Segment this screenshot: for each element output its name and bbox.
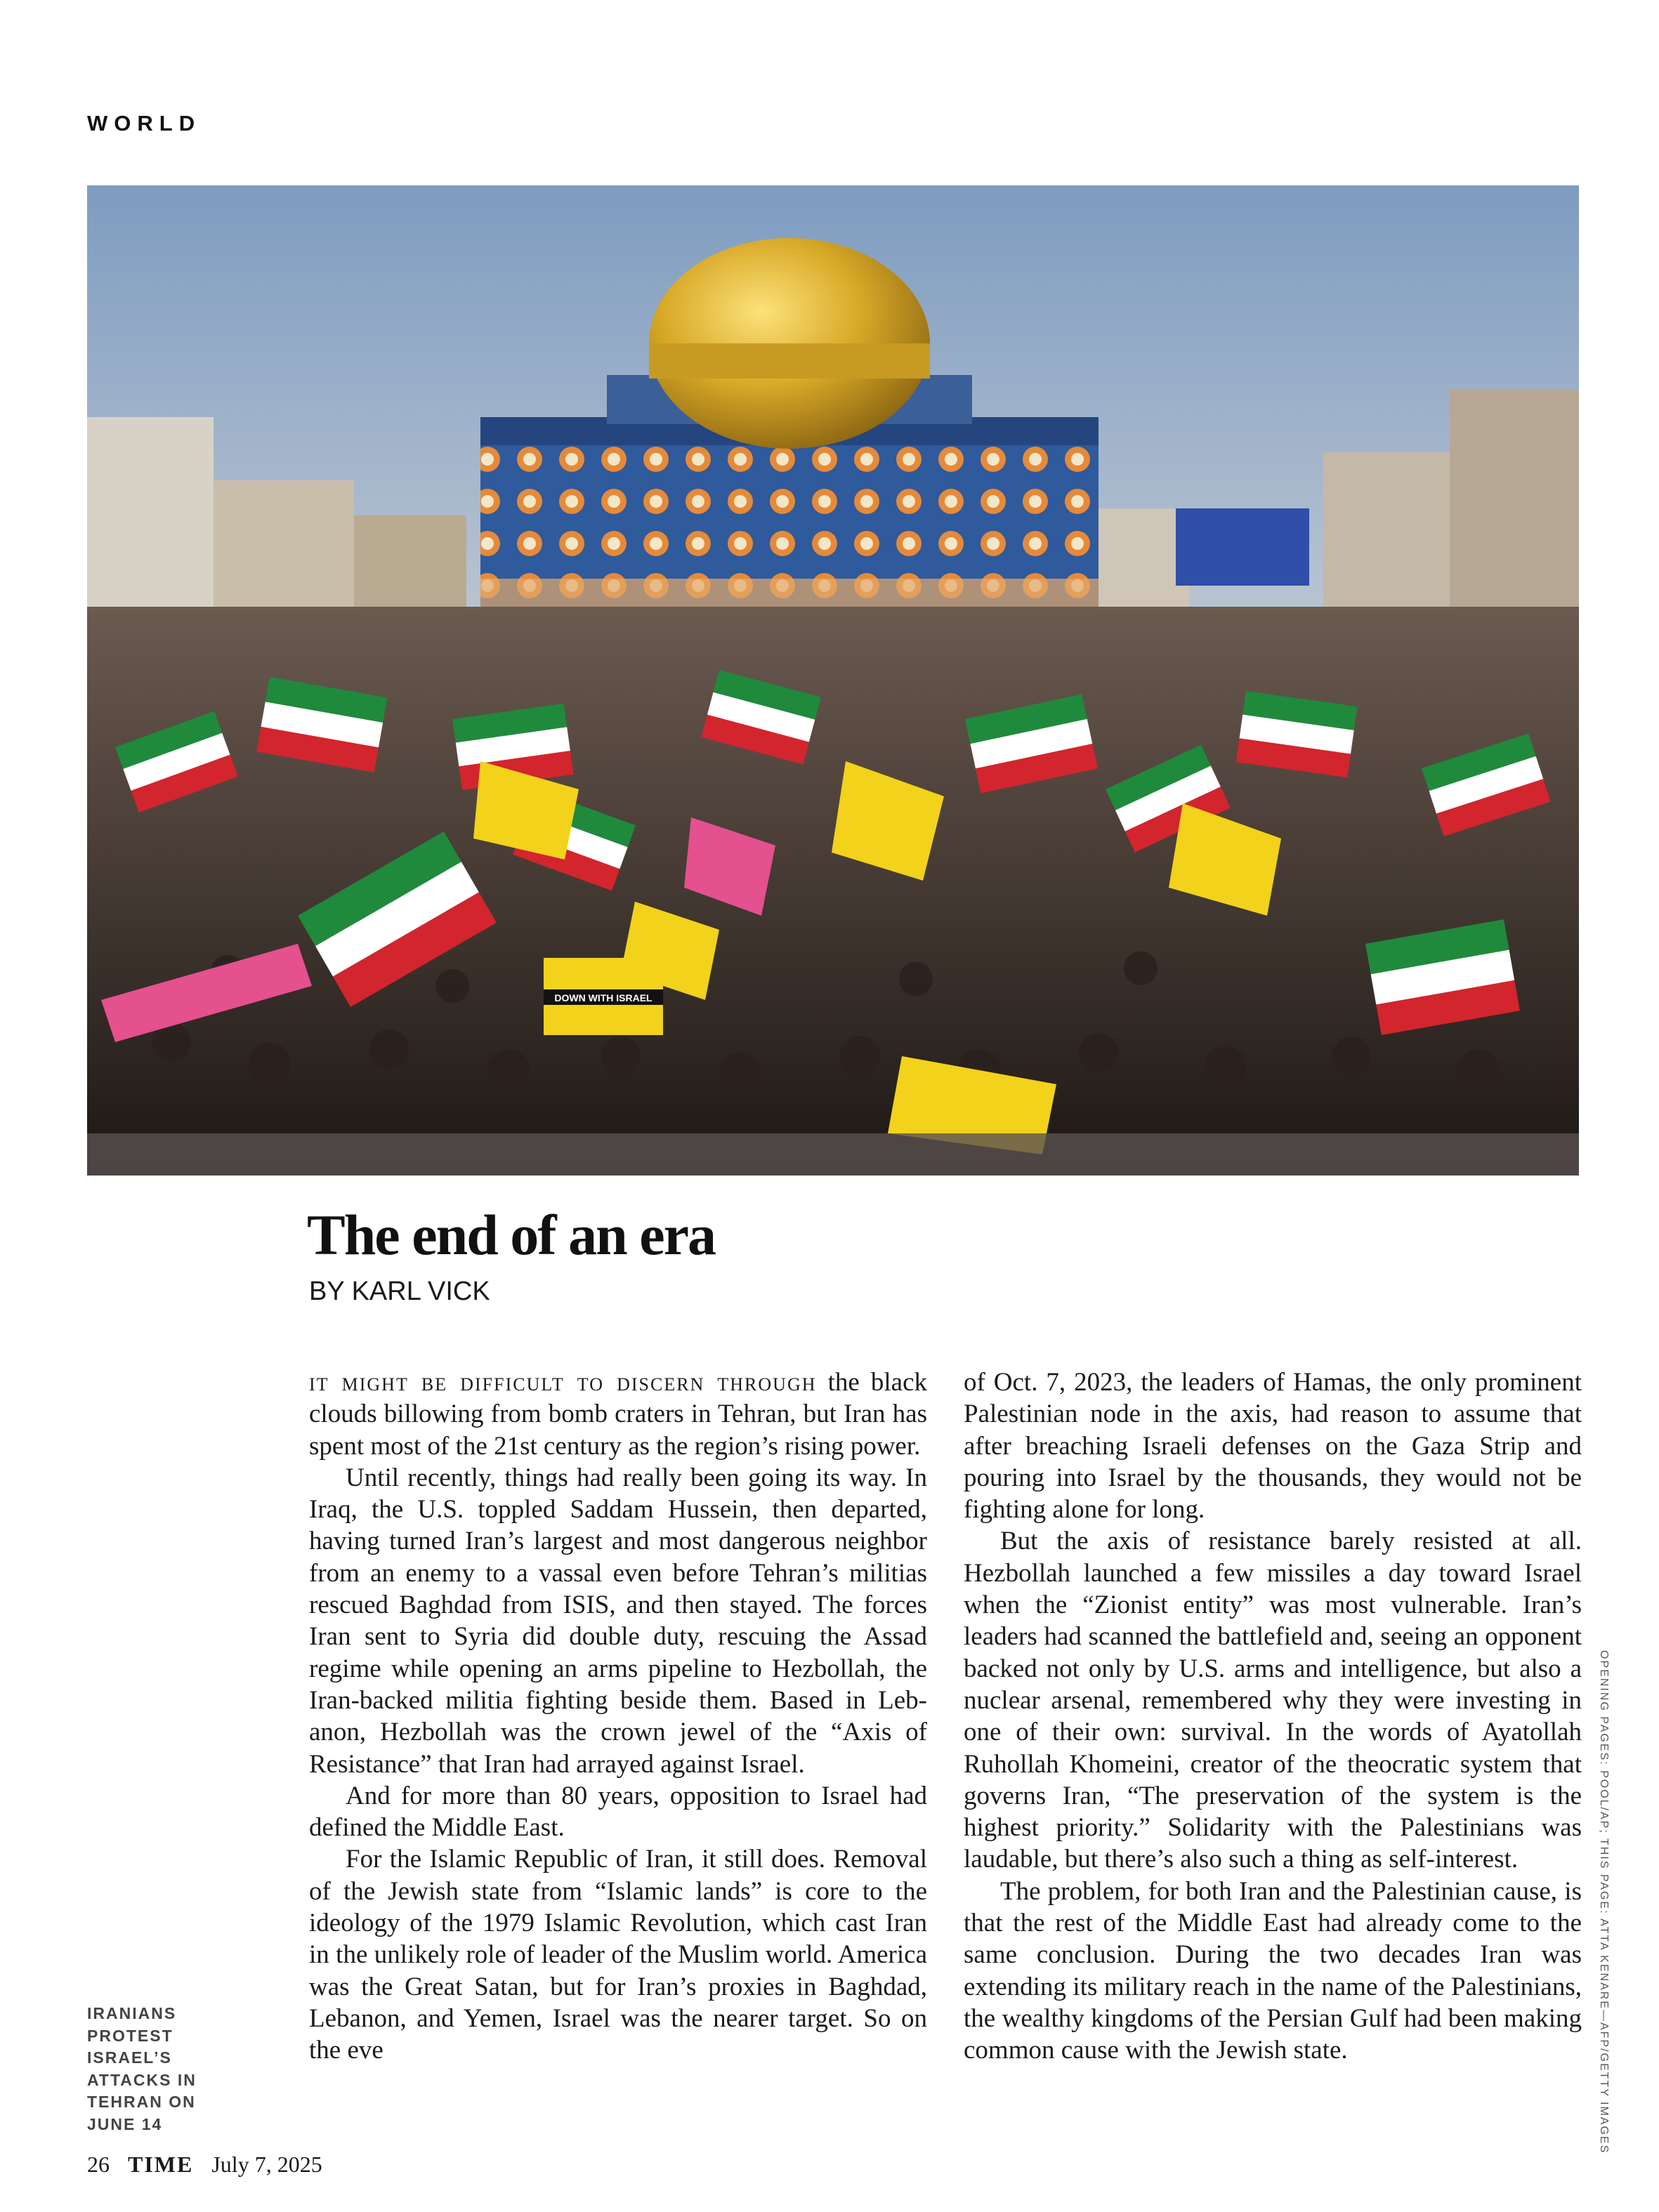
protest-sign-text: DOWN WITH ISRAEL [554, 992, 653, 1003]
protest-sign [544, 958, 663, 1035]
paragraph: of Oct. 7, 2023, the leaders of Hamas, the only prominent Palestinian node in the axis, had reason to assume that after breaching Israeli defenses on the Gaza Strip and pouring into Israel by the thousands, they would not be fighting alone for long. [964, 1368, 1582, 1525]
page-footer [87, 2152, 322, 2178]
issue-date: July 7, 2025 [211, 2152, 322, 2177]
lead-photo [87, 185, 1579, 1176]
headline: The end of an era [307, 1203, 715, 1267]
page-number: 26 [87, 2152, 110, 2177]
lead-in: it might be difficult to discern through [309, 1368, 817, 1397]
article-column-2 [964, 1367, 1582, 2067]
paragraph: For the Islamic Republic of Iran, it still does. Removal of the Jewish state from “Islamic lands” is core to the ideology of the 1979 Islamic Revolution, which cast Iran in the unlikely role of leader of the Muslim world. America was the Great Satan, but for Iran’s proxies in Baghdad, Lebanon, and Yemen, Israel was the nearer target. So on the eve [309, 1845, 927, 2065]
article-column-1 [309, 1367, 927, 2067]
publication-name: TIME [128, 2152, 194, 2177]
paragraph: The problem, for both Iran and the Palestinian cause, is that the rest of the Middle East had already come to the same conclusion. During the two decades Iran was extending its military reach in the name of the Palestinians, the wealthy kingdoms of the Persian Gulf had been making common cause with the Jewish state. [964, 1876, 1582, 2065]
paragraph: And for more than 80 years, opposition to Israel had defined the Middle East. [309, 1781, 927, 1843]
byline: BY KARL VICK [309, 1277, 490, 1306]
section-label: WORLD [87, 111, 202, 136]
rally-photo-illustration [87, 185, 1579, 1176]
photo-credit-container [1589, 1650, 1631, 2154]
photo-caption: IRANIANS PROTEST ISRAEL’S ATTACKS IN TEHRAN ON JUNE 14 [87, 2004, 197, 2133]
paragraph: Until recently, things had really been going its way. In Iraq, the U.S. toppled Saddam Hussein, then departed, having turned Iran’s largest and most dangerous neighbor from an enemy to a vassal even before Tehran’s militias rescued Baghdad from ISIS, and then stayed. The forces Iran sent to Syria did double duty, rescuing the Assad regime while opening an arms pipeline to Hezbollah, the Iran-backed militia fighting beside them. Based in Lebanon, Hezbollah was the crown jewel of the “Axis of Resistance” that Iran had arrayed against Israel. [309, 1463, 927, 1779]
paragraph: But the axis of resistance barely resisted at all. Hezbollah launched a few missiles a day toward Israel when the “Zionist entity” was most vulnerable. Iran’s leaders had scanned the battlefield and, seeing an opponent backed not only by U.S. arms and intelligence, but also a nuclear arsenal, remembered why they were investing in one of their own: survival. In the words of Ayatollah Ruhollah Khomeini, creator of the theocratic system that governs Iran, “The preservation of the system is the highest priority.” Solidarity with the Palestinians was laudable, but there’s also such a thing as self-interest. [964, 1527, 1582, 1874]
paragraph: it might be difficult to discern through the black clouds billowing from bomb craters in Tehran, but Iran has spent most of the 21st century as the region’s rising power. [309, 1368, 928, 1461]
photo-credit: OPENING PAGES: POOL/AP; THIS PAGE: ATTA KENARE—AFP/GETTY IMAGES [1598, 1650, 1610, 2154]
barrier [87, 1133, 1579, 1176]
